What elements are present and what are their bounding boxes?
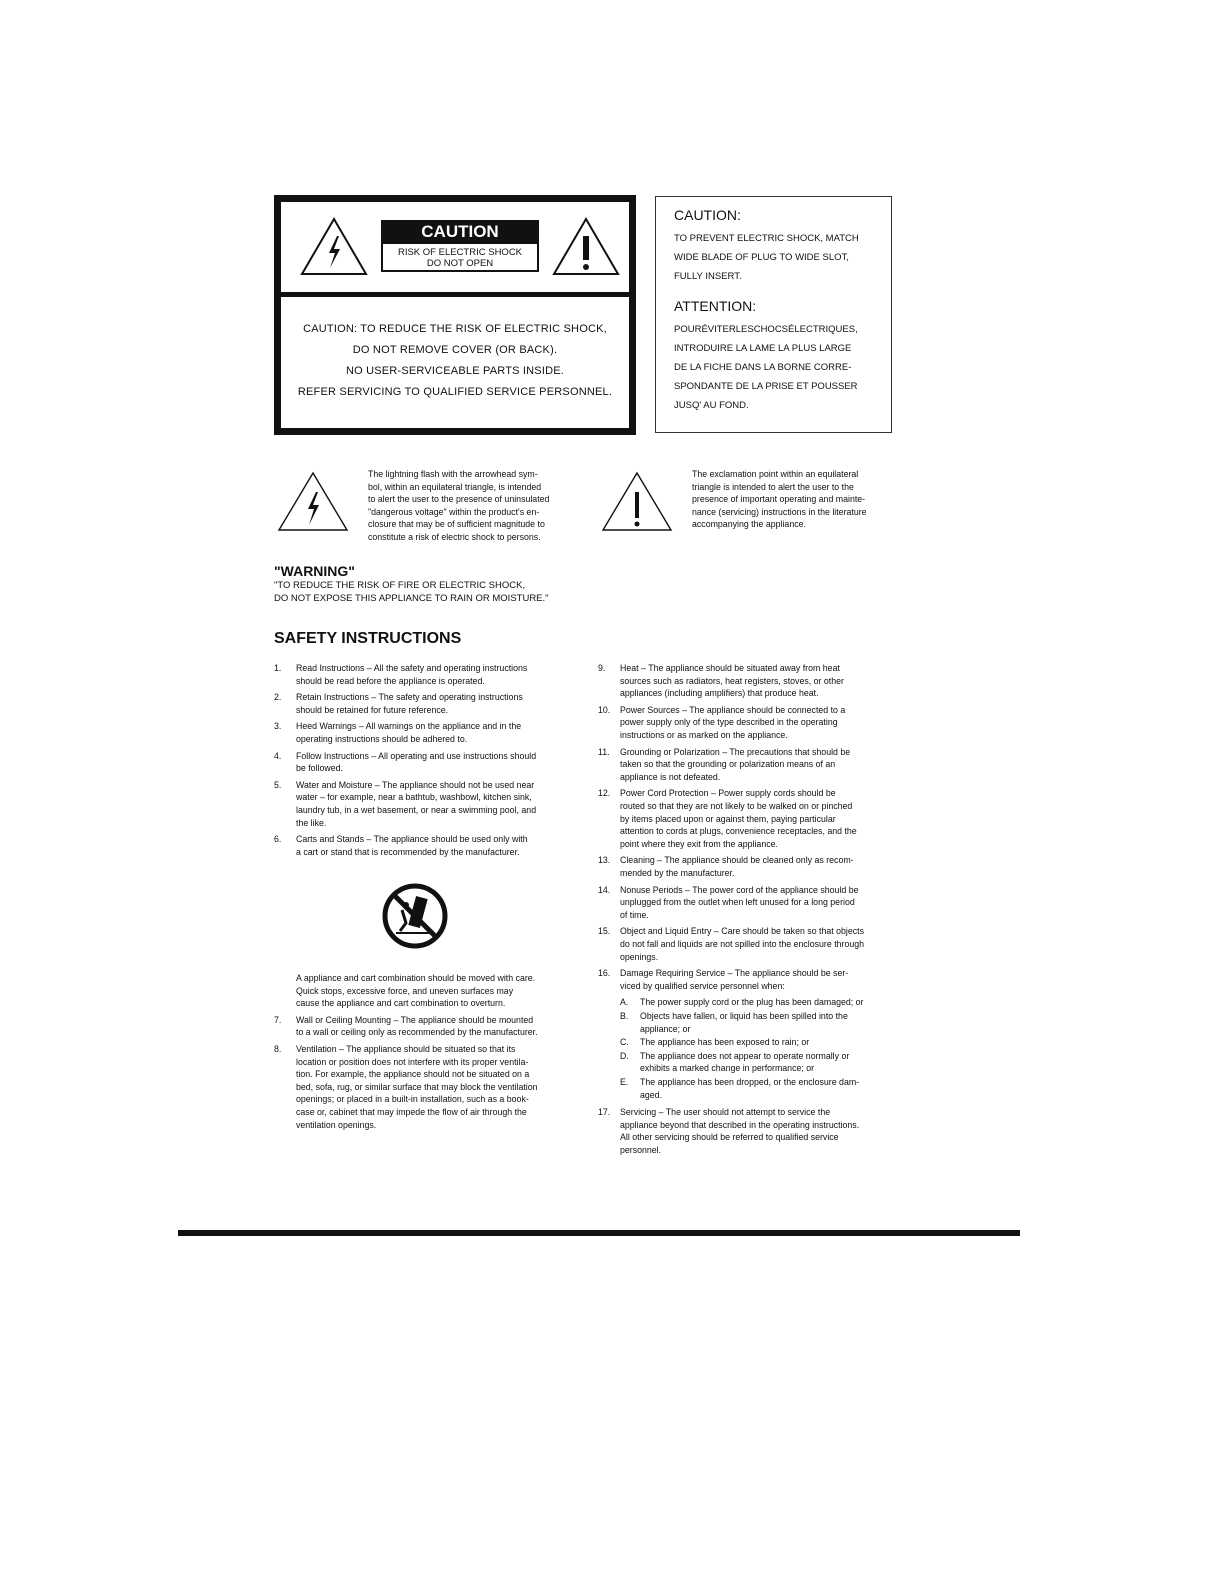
safety-item-line: should be retained for future reference. — [296, 704, 449, 715]
attention-heading: ATTENTION: — [674, 298, 757, 314]
safety-item-line: Heed Warnings – All warnings on the appliance and in the — [296, 721, 522, 732]
safety-item-number: 11. — [598, 746, 610, 757]
safety-item-number: 8. — [274, 1044, 282, 1054]
attention-line: JUSQ' AU FOND. — [674, 400, 749, 411]
caution-line: REFER SERVICING TO QUALIFIED SERVICE PERSONNEL. — [297, 386, 613, 398]
safety-item-line: Read Instructions – All the safety and operating instructions — [296, 663, 528, 673]
safety-item-line: Servicing – The user should not attempt to service the — [620, 1107, 831, 1118]
safety-item-text — [296, 1043, 564, 1131]
safety-item-text — [296, 1014, 564, 1039]
safety-item-line: openings; or placed in a built-in installation, such as a book- — [296, 1094, 529, 1105]
safety-item-line: mended by the manufacturer. — [620, 867, 735, 878]
safety-item-line: operating instructions should be adhered to. — [296, 733, 468, 744]
safety-item-line: Carts and Stands – The appliance should be used only with — [296, 834, 528, 845]
safety-item-number: 10. — [598, 704, 611, 715]
caution-subtitle — [381, 244, 539, 272]
plug-caution-text — [674, 229, 873, 286]
safety-item-line: ventilation openings. — [296, 1119, 377, 1130]
exclamation-triangle-icon — [551, 216, 621, 278]
safety-item-line: Object and Liquid Entry – Care should be taken so that objects — [620, 926, 865, 937]
exclamation-description-line: accompanying the appliance. — [692, 519, 806, 529]
warning-text — [274, 580, 566, 605]
damage-sublist-letter: E. — [620, 1076, 629, 1087]
lightning-description — [368, 468, 568, 543]
safety-item-number: 9. — [598, 663, 606, 673]
safety-item-line: do not fall and liquids are not spilled into the enclosure through — [620, 938, 865, 949]
plug-caution-line: WIDE BLADE OF PLUG TO WIDE SLOT, — [674, 252, 849, 263]
damage-sublist-line: The power supply cord or the plug has been damaged; or — [640, 997, 864, 1008]
safety-item-number: 2. — [274, 692, 282, 703]
attention-text — [674, 320, 873, 415]
caution-line: NO USER-SERVICEABLE PARTS INSIDE. — [345, 365, 565, 377]
damage-sublist-text — [640, 996, 890, 1009]
safety-item-text — [620, 854, 890, 879]
caution-subtitle-line: DO NOT OPEN — [426, 258, 494, 269]
caution-title: CAUTION — [381, 220, 539, 244]
safety-item-text — [296, 779, 564, 829]
damage-sublist-text — [640, 1076, 890, 1101]
safety-item-number: 5. — [274, 779, 282, 790]
safety-item-text — [620, 746, 890, 784]
damage-sublist-line: The appliance does not appear to operate normally or — [640, 1050, 850, 1061]
damage-sublist-text — [640, 1036, 890, 1049]
caution-line: DO NOT REMOVE COVER (OR BACK). — [352, 344, 558, 356]
safety-item-line: routed so that they are not likely to be walked on or pinched — [620, 800, 853, 811]
warning-line: "TO REDUCE THE RISK OF FIRE OR ELECTRIC SHOCK, — [274, 580, 526, 591]
exclamation-description-line: The exclamation point within an equilateral — [692, 469, 859, 479]
lightning-triangle-icon — [276, 470, 350, 534]
safety-item-number: 1. — [274, 663, 282, 673]
safety-item-line: Follow Instructions – All operating and use instructions should — [296, 750, 537, 761]
safety-item-line: Retain Instructions – The safety and operating instructions — [296, 692, 523, 703]
safety-item-line: Cleaning – The appliance should be cleaned only as recom- — [620, 855, 854, 866]
lightning-description-line: The lightning flash with the arrowhead sym- — [368, 469, 538, 479]
safety-item-text — [620, 925, 890, 963]
attention-line: SPONDANTE DE LA PRISE ET POUSSER — [674, 381, 858, 392]
safety-item-line: appliances (including amplifiers) that produce heat. — [620, 688, 819, 699]
lightning-triangle-icon — [299, 216, 369, 278]
plug-caution-line: FULLY INSERT. — [674, 271, 742, 282]
safety-item-line: Power Sources – The appliance should be connected to a — [620, 704, 846, 715]
safety-item-line: All other servicing should be referred to qualified service — [620, 1132, 839, 1143]
attention-line: INTRODUIRE LA LAME LA PLUS LARGE — [674, 343, 852, 354]
warning-line: DO NOT EXPOSE THIS APPLIANCE TO RAIN OR MOISTURE." — [274, 592, 549, 604]
damage-sublist-line: The appliance has been exposed to rain; or — [640, 1037, 810, 1048]
exclamation-description-line: presence of important operating and mainte- — [692, 494, 866, 504]
safety-item-line: unplugged from the outlet when left unused for a long period — [620, 897, 855, 908]
safety-item-line: location or position does not interfere with its proper ventila- — [296, 1056, 529, 1067]
safety-item-line: should be read before the appliance is operated. — [296, 675, 485, 686]
damage-sublist-text — [640, 1010, 890, 1035]
safety-item-line: Nonuse Periods – The power cord of the appliance should be — [620, 884, 859, 895]
safety-item-text — [296, 750, 564, 775]
lightning-description-line: to alert the user to the presence of uninsulated — [368, 494, 550, 504]
safety-item-text — [620, 884, 890, 922]
safety-item-line: laundry tub, in a wet basement, or near a swimming pool, and — [296, 804, 537, 815]
bottom-rule — [178, 1230, 1020, 1236]
safety-item-number: 3. — [274, 721, 282, 732]
exclamation-description — [692, 468, 897, 531]
attention-line: POURÉVITERLESCHOCSÉLECTRIQUES, — [674, 324, 858, 335]
safety-item-number: 15. — [598, 926, 611, 937]
safety-item-number: 7. — [274, 1014, 282, 1025]
safety-item-line: appliance is not defeated. — [620, 771, 721, 782]
safety-item-line: tion. For example, the appliance should not be situated on a — [296, 1069, 530, 1080]
safety-item-number: 12. — [598, 788, 611, 799]
safety-item-text — [620, 1106, 890, 1156]
safety-item-line: Grounding or Polarization – The precautions that should be — [620, 746, 851, 757]
safety-item-line: Heat – The appliance should be situated away from heat — [620, 663, 840, 673]
damage-sublist-line: The appliance has been dropped, or the enclosure dam- — [640, 1076, 860, 1087]
damage-sublist-letter: B. — [620, 1010, 629, 1021]
exclamation-description-line: triangle is intended to alert the user to the — [692, 481, 854, 492]
caution-box — [274, 195, 636, 435]
damage-sublist-text — [640, 1050, 890, 1075]
safety-item-line: attention to cords at plugs, convenience receptacles, and the — [620, 826, 857, 837]
caution-banner — [381, 220, 539, 278]
safety-item-line: the like. — [296, 817, 327, 828]
safety-item-line: instructions or as marked on the appliance. — [620, 729, 788, 740]
caution-subtitle-line: RISK OF ELECTRIC SHOCK — [397, 247, 523, 258]
safety-item-text — [296, 691, 564, 716]
safety-list-right — [598, 662, 894, 1172]
caution-header — [281, 202, 629, 297]
safety-item-line: openings. — [620, 951, 659, 962]
plug-caution-box — [655, 196, 892, 433]
damage-sublist-letter: A. — [620, 997, 629, 1008]
lightning-description-line: bol, within an equilateral triangle, is intended — [368, 481, 542, 492]
safety-item-line: be followed. — [296, 763, 343, 774]
safety-item-number: 16. — [598, 968, 611, 979]
damage-sublist-line: Objects have fallen, or liquid has been spilled into the — [640, 1010, 848, 1021]
safety-item-text — [296, 833, 564, 858]
lightning-description-line: "dangerous voltage" within the product's en- — [368, 506, 540, 517]
safety-item-number: 14. — [598, 884, 611, 895]
caution-text — [281, 297, 629, 428]
safety-item-text — [620, 967, 890, 992]
safety-item-number: 4. — [274, 750, 282, 761]
damage-sublist-letter: D. — [620, 1050, 629, 1061]
safety-item-text — [620, 662, 890, 700]
cart-tipover-icon — [382, 883, 448, 949]
safety-item-line: A appliance and cart combination should be moved with care. — [296, 973, 536, 983]
safety-item-line: Wall or Ceiling Mounting – The appliance should be mounted — [296, 1014, 534, 1025]
safety-item-text — [620, 787, 890, 850]
damage-sublist-letter: C. — [620, 1037, 629, 1048]
safety-item-text — [296, 972, 564, 1010]
damage-sublist-line: appliance; or — [640, 1023, 691, 1034]
safety-item-line: bed, sofa, rug, or similar surface that may block the ventilation — [296, 1081, 538, 1092]
safety-item-line: sources such as radiators, heat registers, stoves, or other — [620, 675, 844, 686]
exclamation-description-line: nance (servicing) instructions in the literature — [692, 506, 867, 517]
safety-item-line: a cart or stand that is recommended by the manufacturer. — [296, 846, 520, 857]
safety-item-text — [620, 704, 890, 742]
safety-item-number: 17. — [598, 1107, 611, 1118]
damage-sublist-line: exhibits a marked change in performance; or — [640, 1063, 815, 1074]
safety-item-line: Ventilation – The appliance should be situated so that its — [296, 1044, 516, 1054]
safety-item-line: power supply only of the type described in the operating — [620, 717, 838, 728]
attention-line: DE LA FICHE DANS LA BORNE CORRE- — [674, 362, 852, 373]
safety-item-text — [296, 662, 564, 687]
safety-item-line: viced by qualified service personnel when: — [620, 980, 785, 991]
plug-caution-heading: CAUTION: — [674, 207, 741, 223]
safety-item-number: 13. — [598, 855, 611, 866]
safety-instructions-title: SAFETY INSTRUCTIONS — [274, 630, 462, 647]
safety-item-line: taken so that the grounding or polarization means of an — [620, 759, 836, 770]
safety-item-line: of time. — [620, 909, 649, 920]
safety-item-line: water – for example, near a bathtub, washbowl, kitchen sink, — [296, 792, 532, 803]
exclamation-triangle-icon — [600, 470, 674, 534]
safety-item-line: to a wall or ceiling only as recommended by the manufacturer. — [296, 1027, 538, 1038]
safety-item-text — [296, 720, 564, 745]
safety-item-line: personnel. — [620, 1144, 662, 1155]
lightning-description-line: closure that may be of sufficient magnitude to — [368, 519, 545, 529]
safety-item-line: appliance beyond that described in the operating instructions. — [620, 1119, 860, 1130]
safety-item-line: point where they exit from the appliance. — [620, 838, 778, 849]
plug-caution-line: TO PREVENT ELECTRIC SHOCK, MATCH — [674, 233, 859, 244]
safety-item-line: Quick stops, excessive force, and uneven surfaces may — [296, 985, 514, 996]
safety-item-line: Water and Moisture – The appliance should not be used near — [296, 779, 535, 790]
safety-item-number: 6. — [274, 834, 282, 845]
safety-item-line: by items placed upon or against them, paying particular — [620, 813, 836, 824]
safety-item-line: Damage Requiring Service – The appliance should be ser- — [620, 968, 849, 979]
damage-sublist-line: aged. — [640, 1089, 663, 1100]
warning-title: "WARNING" — [274, 563, 355, 579]
caution-line: CAUTION: TO REDUCE THE RISK OF ELECTRIC SHOCK, — [303, 323, 607, 335]
lightning-description-line: constitute a risk of electric shock to persons. — [368, 531, 541, 542]
safety-item-line: Power Cord Protection – Power supply cords should be — [620, 788, 836, 799]
safety-item-line: case or, cabinet that may impede the flow of air through the — [296, 1106, 527, 1117]
safety-item-line: cause the appliance and cart combination to overturn. — [296, 998, 506, 1009]
